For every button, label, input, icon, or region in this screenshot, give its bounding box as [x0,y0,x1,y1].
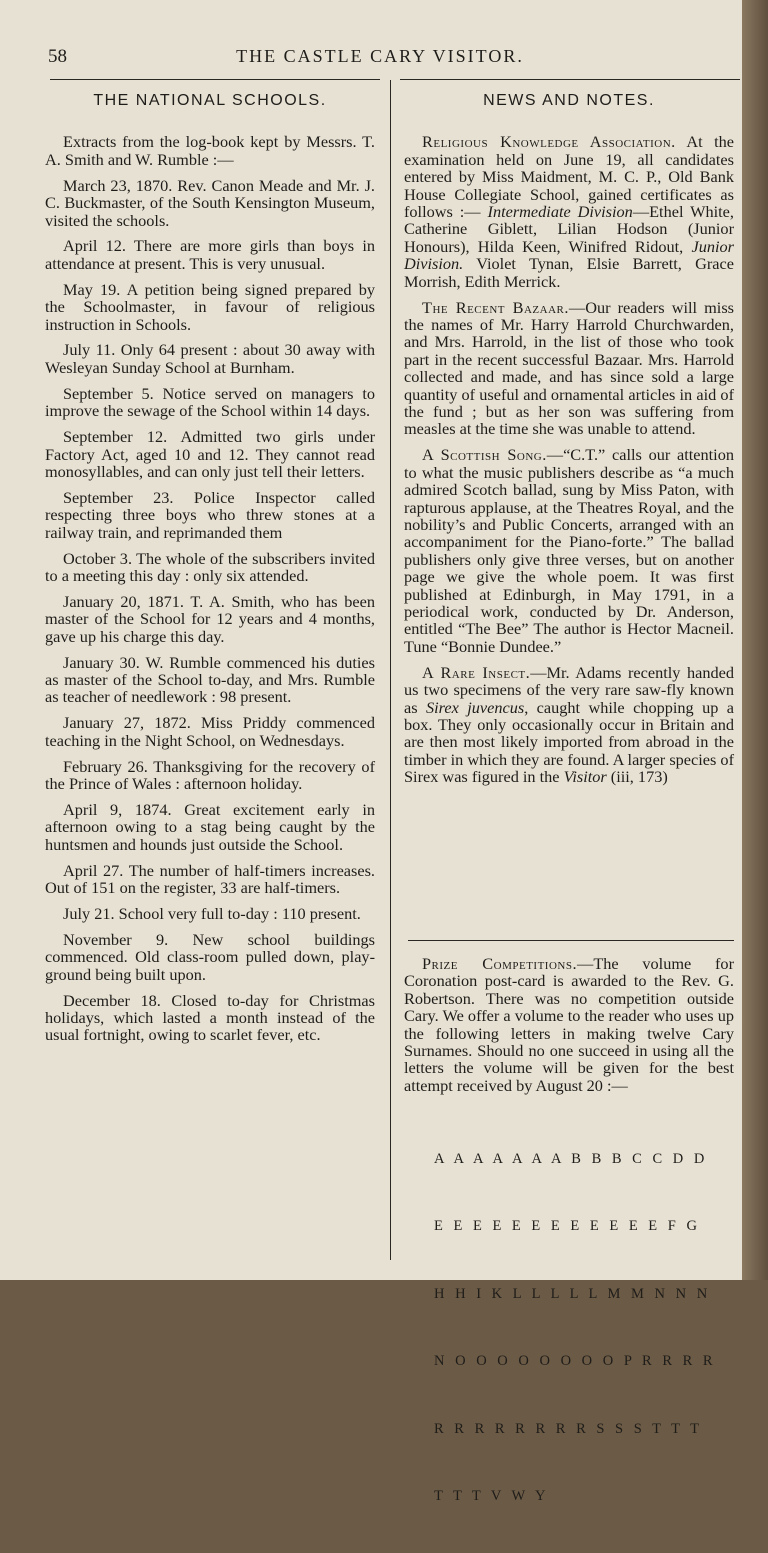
column-divider [390,80,391,1260]
log-entry: July 21. School very full to-day : 110 present. [63,903,361,923]
letter-line: N O O O O O O O O P R R R R [434,1353,717,1370]
section-divider-rule [408,940,734,941]
log-entry: May 19. A petition being signed prepared by the Schoolmaster, in favour of religious instruction in Schools. [45,279,375,334]
scottish-song-text: —“C.T.” calls our attention to what the music publishers describe as “a much admired Scotch ballad, sung by Miss Paton, with rapturous applause, at the Theatres Royal, and the nobility’s and Public Concerts, arranged with an accompaniment for the Piano-forte.” The ballad publishers only give three verses, but on another page we give the whole poem. It was first published at Edinburgh, in May 1791, in a periodical work, conducted by Dr. Anderson, entitled “The Bee” The author is Hector Macneil. Tune “Bonnie Dundee.” [404,445,734,656]
log-entry: January 30. W. Rumble commenced his duties as master of the School to-day, and Mrs. Rumble as teacher of needlework : 98 present. [45,652,375,707]
religious-knowledge-item [404,133,734,290]
letter-line: E E E E E E E E E E E E F G [434,1218,701,1235]
junior-division-label: Junior Division. [404,236,734,274]
prize-competitions-section [404,955,734,1553]
recent-bazaar-text: —Our readers will miss the names of Mr. Harry Harrold Churchwarden, and Mrs. Harrold, in the list of those who took part in the recent successful Bazaar. Mrs. Harrold collected and made, and has since sold a large quantity of useful and ornamental articles in aid of the fund ; but as her son was suffering from measles at the time she was unable to attend. [404,297,734,439]
log-book-intro: Extracts from the log-book kept by Messrs. T. A. Smith and W. Rumble :— [45,132,375,169]
sirex-species-name: Sirex juvencus [425,697,525,717]
national-schools-column [45,90,375,1052]
recent-bazaar-item [404,299,734,438]
header-rule-left [50,79,380,80]
log-entry: November 9. New school buildings commenced. Old class-room pulled down, play-ground being built upon. [45,929,375,984]
log-entry: February 26. Thanksgiving for the recovery of the Prince of Wales : afternoon holiday. [45,756,375,793]
scottish-song-item [404,446,734,655]
log-entry: July 11. Only 64 present : about 30 away with Wesleyan Sunday School at Burnham. [45,340,375,377]
header-rule-right [400,79,740,80]
log-entry: January 20, 1871. T. A. Smith, who has been master of the School for 12 years and 4 months, gave up his charge this day. [45,591,375,646]
log-entry: April 9, 1874. Great excitement early in afternoon owing to a stag being caught by the huntsmen and hounds just outside the School. [45,799,375,854]
log-entry: January 27, 1872. Miss Priddy commenced teaching in the Night School, on Wednesdays. [45,713,375,750]
prize-competitions-item [404,955,734,1094]
log-entries [45,177,375,1044]
prize-competitions-text: —The volume for Coronation post-card is awarded to the Rev. G. Robertson. There was no competition outside Cary. We offer a volume to the reader who uses up the following letters in making twelve Cary Surnames. Should no one succeed in using all the letters the volume will be given for the best attempt received by August 20 :— [404,954,734,1095]
news-notes-column [404,90,734,794]
log-entry: December 18. Closed to-day for Christmas holidays, which lasted a month instead of the usual fortnight, owing to scarlet fever, etc. [45,990,375,1045]
log-entry: April 12. There are more girls than boys in attendance at present. This is very unusual. [45,236,375,273]
page-header [40,42,720,68]
religious-knowledge-text: At the examination held on June 19, all candidates entered by Miss Maidment, M. C. P., Old Bank House Collegiate School, gained certificates as follows :— [404,132,734,222]
junior-division-names: Violet Tynan, Elsie Barrett, Grace Morrish, Edith Merrick. [404,254,734,291]
log-entry: March 23, 1870. Rev. Canon Meade and Mr. J. C. Buckmaster, of the South Kensington Museum, visited the schools. [45,175,375,230]
log-entry: April 27. The number of half-timers increases. Out of 151 on the register, 33 are half-timers. [45,860,375,898]
running-title: THE CASTLE CARY VISITOR. [236,46,524,66]
book-binding-edge [742,0,768,1280]
log-entry: September 5. Notice served on managers to improve the sewage of the School within 14 days. [45,383,375,421]
log-entry: October 3. The whole of the subscribers invited to a meeting this day : only six attended. [45,548,375,585]
national-schools-heading: THE NATIONAL SCHOOLS. [93,92,327,109]
prize-competitions-title: Prize Competitions. [422,954,578,973]
rare-insect-item [404,664,734,786]
page-number: 58 [48,46,67,67]
log-entry: September 12. Admitted two girls under Factory Act, aged 10 and 12. They cannot read monosyllables, and can only just tell their letters. [45,427,375,481]
intermediate-division-names: —Ethel White, Catherine Giblett, Lilian Hodson (Junior Honours), Hilda Keen, Winifred Ridout, [404,202,734,256]
letter-line: T T T V W Y [434,1488,549,1505]
rare-insect-text-2: , caught while chopping up a box. They only occasionally occur in Britain and are then most likely imported from abroad in the timber in which they are found. A larger species of Sirex was figured in the [404,697,734,787]
recent-bazaar-title: The Recent Bazaar. [422,297,569,317]
visitor-journal-name: Visitor [563,767,607,787]
letter-line: H H I K L L L L L M M N N N [434,1285,711,1302]
rare-insect-title: A Rare Insect. [422,662,531,682]
rare-insect-text-1: —Mr. Adams recently handed us two specimens of the very rare saw-fly known as [404,662,734,717]
letter-line: R R R R R R R R S S S T T T [434,1420,703,1437]
religious-knowledge-title: Religious Knowledge Association. [422,132,676,152]
rare-insect-text-3: (iii, 173) [606,767,668,787]
news-notes-heading: NEWS AND NOTES. [483,92,655,109]
intermediate-division-label: Intermediate Division [487,202,633,222]
scottish-song-title: A Scottish Song. [422,445,547,465]
log-entry: September 23. Police Inspector called respecting three boys who threw stones at a railway train, and reprimanded them [45,487,375,542]
letter-puzzle [434,1103,734,1553]
letter-line: A A A A A A A B B B C C D D [434,1150,708,1167]
